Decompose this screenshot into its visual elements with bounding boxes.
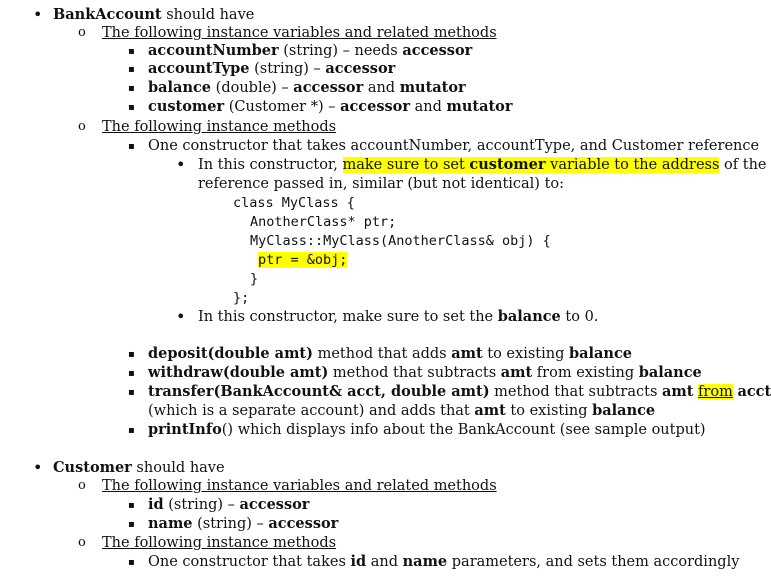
method-withdraw	[148, 364, 702, 382]
var-name: name	[148, 515, 193, 532]
var-type: (string) –	[192, 516, 269, 532]
vars-heading: The following instance variables and related methods	[102, 25, 497, 41]
vars-heading: The following instance variables and related methods	[102, 478, 497, 494]
method-printinfo	[148, 421, 706, 439]
method-deposit	[148, 345, 632, 363]
method-text: method that subtracts	[328, 365, 501, 381]
var-item	[148, 98, 512, 116]
var-accessor: accessor	[293, 79, 364, 96]
constructor-item: One constructor that takes accountNumber, accountType, and Customer reference	[148, 138, 760, 154]
method-text: One constructor that takes	[148, 554, 351, 570]
var-and: and	[410, 99, 447, 115]
code-line: };	[233, 290, 250, 306]
var-accessor: accessor	[340, 98, 410, 115]
var-type: (string) –	[163, 497, 240, 513]
var-item	[148, 60, 395, 78]
note-text: In this constructor, make sure to set the	[198, 309, 498, 325]
var-name: accountType	[148, 60, 250, 77]
code-line: AnotherClass* ptr;	[250, 214, 397, 230]
code-line: class MyClass {	[233, 195, 355, 211]
code-line: }	[250, 271, 259, 287]
var-item	[148, 79, 466, 97]
class-name: Customer	[53, 459, 132, 476]
method-text: from existing	[532, 365, 639, 381]
bankaccount-heading	[53, 6, 254, 24]
balance-note	[198, 308, 598, 326]
method-text: parameters, and sets them accordingly	[447, 554, 740, 570]
note-text: In this constructor,	[198, 157, 343, 173]
heading-suffix: should have	[131, 460, 225, 476]
var-name: accountNumber	[148, 42, 279, 59]
square-bullet-icon: ▪	[128, 64, 135, 75]
square-bullet-icon: ▪	[128, 519, 135, 530]
var-mutator: mutator	[399, 79, 466, 96]
constructor-note-line2: reference passed in, similar (but not identical) to:	[198, 176, 565, 192]
method-bold: amt	[451, 345, 483, 362]
heading-suffix: should have	[161, 7, 255, 23]
method-bold: amt	[662, 383, 694, 400]
method-text: () which displays info about the BankAccount (see sample output)	[221, 422, 706, 438]
method-text: to existing	[482, 346, 569, 362]
highlight-text: make sure to set	[342, 157, 470, 173]
method-transfer	[148, 383, 771, 401]
method-bold: balance	[638, 364, 702, 381]
method-sig: withdraw(double amt)	[148, 364, 329, 381]
var-accessor: accessor	[325, 60, 396, 77]
bullet-icon: •	[33, 5, 43, 24]
var-type: (string) –	[249, 61, 326, 77]
note-text: to 0.	[560, 309, 599, 325]
highlight-text: variable to the address	[545, 157, 720, 173]
square-bullet-icon: ▪	[128, 368, 135, 379]
var-name: id	[148, 496, 164, 513]
class-name: BankAccount	[53, 6, 162, 23]
note-bold: balance	[497, 308, 561, 325]
square-bullet-icon: ▪	[128, 425, 135, 436]
square-bullet-icon: ▪	[128, 387, 135, 398]
note-text: of the	[719, 157, 767, 173]
method-bold: id	[350, 553, 367, 570]
circle-bullet-icon: o	[78, 119, 86, 134]
method-text: (which is a separate account) and adds that	[148, 403, 475, 419]
var-type: (double) –	[211, 80, 294, 96]
circle-bullet-icon: o	[78, 478, 86, 493]
square-bullet-icon: ▪	[128, 141, 135, 152]
var-item	[148, 496, 309, 514]
square-bullet-icon: ▪	[128, 102, 135, 113]
var-type: (Customer *) –	[224, 99, 341, 115]
circle-bullet-icon: o	[78, 25, 86, 40]
code-highlight: ptr = &obj;	[258, 252, 348, 268]
square-bullet-icon: ▪	[128, 500, 135, 511]
square-bullet-icon: ▪	[128, 46, 135, 57]
bullet-icon: •	[176, 307, 186, 326]
customer-heading	[53, 459, 225, 477]
var-accessor: accessor	[268, 515, 339, 532]
var-name: balance	[148, 79, 212, 96]
square-bullet-icon: ▪	[128, 349, 135, 360]
constructor-note	[198, 156, 767, 174]
code-line-highlighted	[258, 251, 347, 269]
constructor-item	[148, 553, 739, 571]
method-sig: deposit(double amt)	[148, 345, 313, 362]
method-text: and	[366, 554, 403, 570]
method-bold: name	[402, 553, 448, 570]
var-mutator: mutator	[446, 98, 513, 115]
highlight-bold: customer	[469, 156, 546, 173]
var-type: (string) – needs	[278, 43, 403, 59]
method-text: method that subtracts	[489, 384, 662, 400]
circle-bullet-icon: o	[78, 535, 86, 550]
method-bold: acct	[737, 383, 771, 400]
highlight-from: from	[698, 384, 733, 400]
methods-heading: The following instance methods	[102, 119, 337, 135]
method-sig: transfer(BankAccount& acct, double amt)	[148, 383, 490, 400]
bullet-icon: •	[33, 458, 43, 477]
method-bold: amt	[500, 364, 533, 381]
method-sig: printInfo	[148, 421, 222, 438]
var-item	[148, 42, 472, 60]
method-text: to existing	[505, 403, 593, 419]
var-and: and	[363, 80, 400, 96]
methods-heading: The following instance methods	[102, 535, 337, 551]
method-transfer-line2	[148, 402, 655, 420]
code-line: MyClass::MyClass(AnotherClass& obj) {	[250, 233, 551, 249]
bullet-icon: •	[176, 155, 186, 174]
var-item	[148, 515, 338, 533]
highlight	[343, 157, 720, 173]
square-bullet-icon: ▪	[128, 83, 135, 94]
method-text: method that adds	[312, 346, 452, 362]
var-accessor: accessor	[239, 496, 310, 513]
var-name: customer	[148, 98, 225, 115]
method-bold: balance	[592, 402, 656, 419]
var-accessor: accessor	[402, 42, 473, 59]
square-bullet-icon: ▪	[128, 557, 135, 568]
method-bold: amt	[474, 402, 506, 419]
method-bold: balance	[568, 345, 633, 362]
